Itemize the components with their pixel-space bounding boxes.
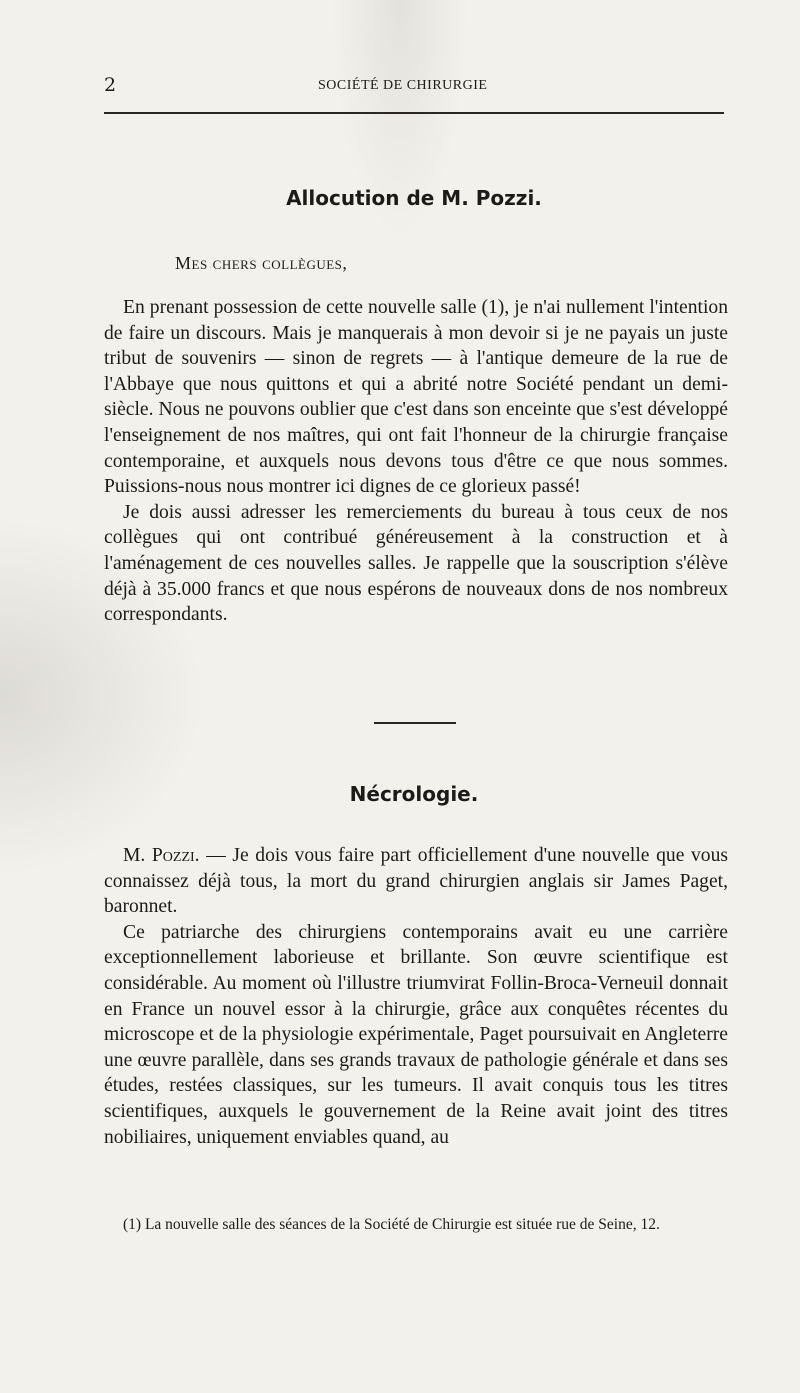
necrologie-paragraph-1-text: — Je dois vous faire part officiellement d'une nouvelle que vous connaissez déjà tous, la mort du grand chirurgien anglais sir James Paget, baronnet. <box>104 845 728 918</box>
necrologie-paragraph-1 <box>104 843 728 920</box>
page-number: 2 <box>104 74 117 96</box>
section-title-necrologie: Nécrologie. <box>349 782 479 806</box>
allocution-paragraph-2: Je dois aussi adresser les remerciements du bureau à tous ceux de nos collègues qui ont contribué généreusement à la construction et à l'aménagement de ces nouvelles salles. Je rappelle que la souscription s'élève déjà à 35.000 francs et que nous espérons de nouveaux dons de nos nombreux correspondants. <box>104 501 728 626</box>
section-separator <box>374 722 456 724</box>
speaker-name: M. Pozzi. <box>123 845 200 866</box>
running-head-title: SOCIÉTÉ DE CHIRURGIE <box>318 78 488 93</box>
header-rule <box>104 112 724 114</box>
allocution-body <box>104 295 728 628</box>
necrologie-paragraph-2: Ce patriarche des chirurgiens contemporains avait eu une carrière exceptionnellement laborieuse et brillante. Son œuvre scientifique est considérable. Au moment où l'illustre triumvirat Follin-Broca-Verneuil donnait en France un nouvel essor à la chirurgie, grâce aux conquêtes récentes du microscope et de la physiologie expérimentale, Paget poursuivait en Angleterre une œuvre parallèle, dans ses grands travaux de pathologie générale et dans ses études, restées classiques, sur les tumeurs. Il avait conquis tous les titres scientifiques, auxquels le gouvernement de la Reine avait joint des titres nobiliaires, uniquement enviables quand, au <box>104 921 728 1148</box>
footnote <box>104 1214 728 1235</box>
running-head <box>104 74 724 98</box>
salutation: Mes chers collègues, <box>175 253 348 273</box>
allocution-paragraph-1: En prenant possession de cette nouvelle salle (1), je n'ai nullement l'intention de faire un discours. Mais je manquerais à mon devoir si je ne payais un juste tribut de souvenirs — sinon de regrets — à l'antique demeure de la rue de l'Abbaye que nous quittons et qui a abrité notre Société pendant un demi-siècle. Nous ne pouvons oublier que c'est dans son enceinte que s'est développé l'enseignement de nos maîtres, qui ont fait l'honneur de la chirurgie française contemporaine, et auxquels nous devons tous d'être ce que nous sommes. Puissions-nous nous montrer ici dignes de ce glorieux passé! <box>104 297 728 498</box>
footnote-text: (1) La nouvelle salle des séances de la Société de Chirurgie est située rue de Seine, 12. <box>123 1216 660 1233</box>
necrologie-body <box>104 843 728 1150</box>
section-title-allocution: Allocution de M. Pozzi. <box>286 186 542 210</box>
